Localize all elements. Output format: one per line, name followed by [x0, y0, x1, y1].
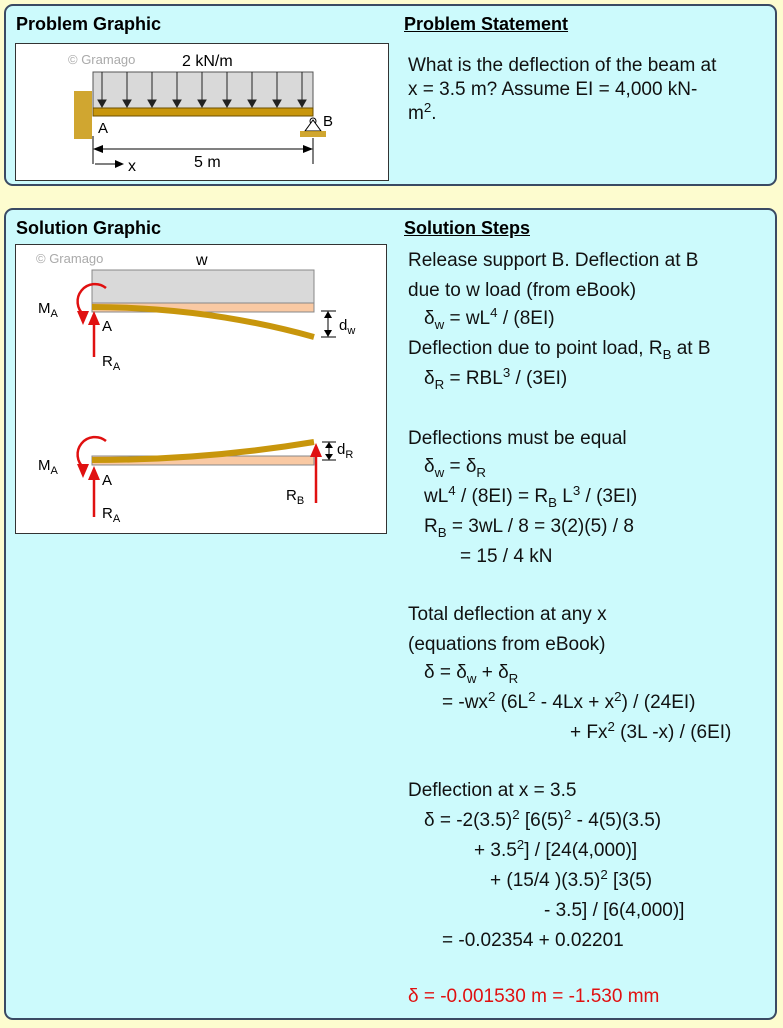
load-label: 2 kN/m	[182, 53, 233, 70]
step-line: + $Fx^2$ (3L -x) / (6EI)	[570, 719, 732, 743]
watermark: © Gramago	[68, 52, 136, 67]
problem-graphic-title: Problem Graphic	[16, 14, 162, 34]
step-line: $\delta = -2(3.5)^2$ [$6(5)^2 - 4(5)(3.5)$	[424, 807, 662, 831]
final-result: δ = -0.001530 m = -1.530 mm	[408, 986, 660, 1007]
moment-arrow-icon	[77, 311, 89, 325]
statement-line-1: What is the deflection of the beam at	[408, 55, 717, 76]
dr-arrow-up-icon	[325, 442, 333, 448]
solution-diagram	[16, 245, 386, 533]
reaction-a-arrow-2-icon	[88, 466, 100, 480]
x-arrow-icon	[115, 160, 124, 168]
statement-line-3: $m^2$.	[408, 100, 437, 124]
support-ground	[300, 131, 326, 137]
watermark: © Gramago	[36, 251, 104, 266]
step-line: Deflections must be equal	[408, 428, 627, 449]
step-line: Deflection due to point load, $R_B$ at B	[408, 338, 711, 362]
reaction-a-arrow-icon	[88, 311, 100, 325]
problem-statement	[408, 54, 768, 126]
support-triangle-icon	[305, 120, 321, 131]
statement-line-2: x = 3.5 m? Assume EI = 4,000 kN-	[408, 79, 698, 100]
solution-panel	[4, 208, 777, 1020]
moment-arrow-2-icon	[77, 464, 89, 478]
step-line: $R_B = 3wL / 8 = 3(2)(5) / 8$	[424, 516, 634, 540]
step-line: = -0.02354 + 0.02201	[442, 930, 624, 951]
problem-figure	[15, 43, 389, 181]
step-line: Total deflection at any x	[408, 604, 607, 625]
dw-label: $d_w$	[339, 317, 356, 337]
step-line: $\delta_w = \delta_R$	[424, 456, 487, 480]
problem-panel	[4, 4, 777, 186]
problem-statement-title: Problem Statement	[404, 14, 569, 34]
step-line: - 3.5] / [6(4,000)]	[544, 900, 685, 921]
dim-arrow-left-icon	[93, 145, 103, 153]
fixed-wall	[74, 91, 92, 139]
step-line: due to w load (from eBook)	[408, 280, 637, 301]
r-a-label: $R_A$	[102, 353, 121, 373]
label-a: A	[98, 120, 109, 137]
step-line: $\delta_R = RBL^3 / (3EI)$	[424, 365, 568, 392]
step-line: $\delta = \delta_w + \delta_R$	[424, 662, 519, 686]
problem-beam-diagram	[16, 44, 388, 180]
step-line: + (15/4 )$(3.5)^2$ [3(5)	[490, 867, 653, 891]
w-label: w	[196, 252, 208, 269]
dr-arrow-down-icon	[325, 454, 333, 460]
x-label: x	[128, 158, 136, 175]
solution-steps-title: Solution Steps	[404, 218, 530, 238]
solution-figure	[15, 244, 387, 534]
m-a-label-2: $M_A$	[38, 457, 58, 477]
step-line: = $-wx^2$ $(6L^2 - 4Lx + x^2) / (24EI)$	[442, 689, 696, 713]
dr-label: $d_R$	[337, 441, 354, 461]
r-b-label: $R_B$	[286, 487, 305, 507]
beam	[93, 108, 313, 116]
a-label: A	[102, 318, 113, 335]
w-load-block	[92, 270, 314, 303]
step-line: (equations from eBook)	[408, 634, 606, 655]
step-line: $\delta_w = wL^4 / (8EI)$	[424, 305, 555, 332]
solution-graphic-title: Solution Graphic	[16, 218, 162, 238]
m-a-label: $M_A$	[38, 300, 58, 320]
step-line: Deflection at x = 3.5	[408, 780, 577, 801]
step-line: + $3.5^2] / [24(4,000)]$	[474, 837, 638, 861]
r-a-label-2: $R_A$	[102, 505, 121, 525]
dw-arrow-down-icon	[324, 330, 332, 337]
a-label-2: A	[102, 472, 113, 489]
dim-arrow-right-icon	[303, 145, 313, 153]
dw-arrow-up-icon	[324, 311, 332, 318]
step-line: = 15 / 4 kN	[460, 546, 553, 567]
label-b: B	[323, 113, 334, 130]
span-label: 5 m	[194, 154, 221, 171]
step-line: $wL^4 / (8EI) = R_B$ $L^3 / (3EI)$	[424, 483, 638, 510]
step-line: Release support B. Deflection at B	[408, 250, 699, 271]
